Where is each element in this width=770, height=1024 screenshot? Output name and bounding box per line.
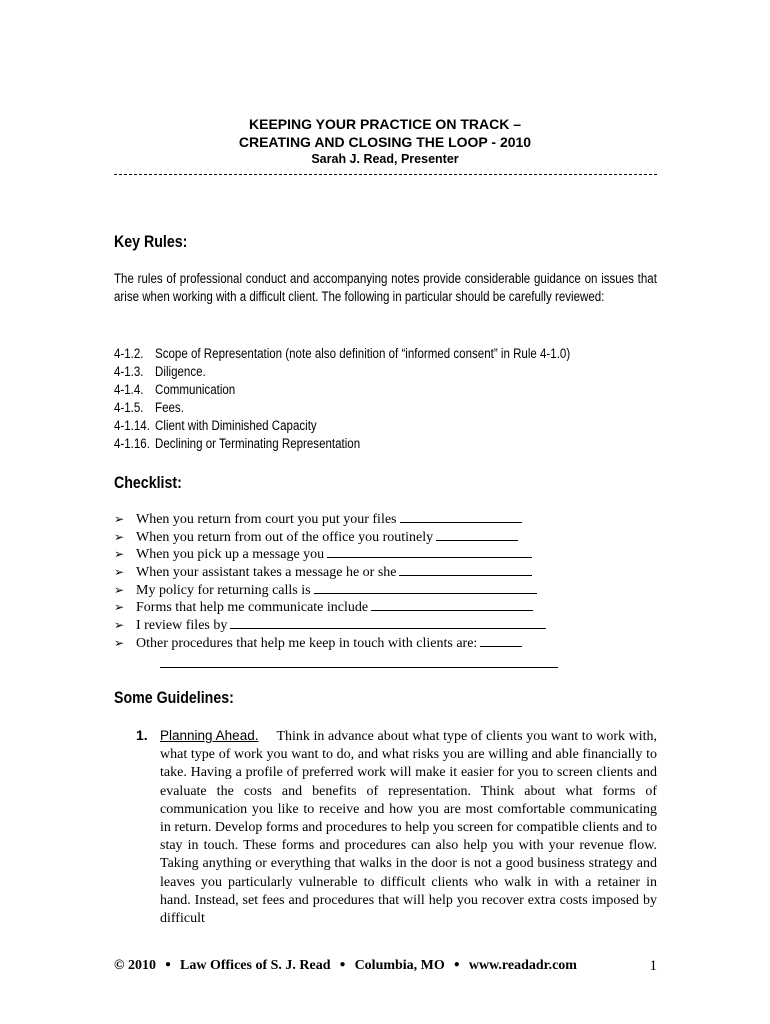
rule-item: [114, 345, 661, 363]
rule-number: 4-1.14.: [114, 418, 150, 433]
checklist-item: [114, 563, 546, 581]
checklist-item: [114, 634, 546, 652]
footer-location: Columbia, MO: [354, 958, 445, 973]
arrow-bullet-icon: ➢: [114, 635, 125, 650]
rules-list: [114, 345, 661, 453]
checklist-item: [114, 545, 546, 563]
fill-in-blank[interactable]: [400, 510, 522, 523]
rule-item: [114, 363, 661, 381]
rule-number: 4-1.16.: [114, 436, 150, 451]
fill-in-blank[interactable]: [230, 616, 546, 629]
checklist-item: [114, 528, 546, 546]
checklist-item: [114, 581, 546, 599]
footer-firm: Law Offices of S. J. Read: [180, 958, 331, 973]
checklist-text: When you pick up a message you: [136, 547, 325, 563]
footer-copyright: © 2010: [114, 958, 156, 973]
checklist-text: My policy for returning calls is: [136, 582, 311, 598]
checklist-item: [114, 616, 546, 634]
fill-in-blank[interactable]: [314, 581, 537, 594]
rule-number: 4-1.2.: [114, 346, 144, 361]
checklist-text: Forms that help me communicate include: [136, 600, 369, 616]
checklist-text: When your assistant takes a message he or she: [136, 565, 397, 581]
fill-in-blank-continuation[interactable]: [160, 667, 558, 668]
checklist-text: When you return from court you put your files: [136, 512, 397, 527]
document-title-line2: CREATING AND CLOSING THE LOOP - 2010: [238, 134, 532, 150]
rule-number: 4-1.4.: [114, 382, 144, 397]
presenter-line: Sarah J. Read, Presenter: [311, 152, 459, 166]
fill-in-blank[interactable]: [436, 528, 518, 541]
arrow-bullet-icon: ➢: [114, 512, 125, 526]
rule-text: Diligence.: [155, 364, 206, 379]
header-dashed-divider: [114, 174, 657, 175]
guidelines-heading: Some Guidelines:: [114, 689, 234, 707]
key-rules-intro: The rules of professional conduct and accompanying notes provide considerable guidance on issues that arise when working with a difficult client. The following in particular should be carefully reviewed:: [114, 271, 657, 304]
fill-in-blank[interactable]: [480, 634, 522, 647]
rule-item: [114, 399, 661, 417]
checklist-item: [114, 510, 546, 528]
fill-in-blank[interactable]: [327, 545, 532, 558]
arrow-bullet-icon: ➢: [114, 547, 125, 562]
arrow-bullet-icon: ➢: [114, 529, 125, 544]
checklist-text: I review files by: [136, 618, 228, 634]
rule-item: [114, 417, 661, 435]
checklist-text: Other procedures that help me keep in touch with clients are:: [136, 635, 478, 651]
footer-bullet-icon: ●: [339, 959, 346, 970]
page-footer: [114, 958, 657, 980]
checklist-list: [114, 510, 546, 652]
guideline-number: 1.: [136, 727, 148, 743]
arrow-bullet-icon: ➢: [114, 582, 125, 597]
rule-item: [114, 381, 661, 399]
checklist-heading: Checklist:: [114, 474, 182, 492]
footer-bullet-icon: ●: [453, 959, 460, 970]
rule-text: Fees.: [155, 400, 184, 415]
fill-in-blank[interactable]: [399, 563, 532, 576]
rule-text: Client with Diminished Capacity: [155, 418, 317, 433]
checklist-text: When you return from out of the office you routinely: [136, 529, 434, 545]
guideline-paragraph: [160, 727, 657, 928]
guideline-text: Think in advance about what type of clients you want to work with, what type of work you want to do, and what risks you are willing and able financially to take. Having a profile of preferred work will make it easier for you to screen clients and evaluate the costs and benefits of representation. Think about what forms of communication you like to receive and how you are most comfortable communicating in return. Develop forms and procedures to help you screen for compatible clients and to stay in touch. These forms and procedures can also help you with your revenue flow. Taking anything or everything that walks in the door is not a good business strategy and leaves you particularly vulnerable to difficult clients who walk in with a retainer in hand. Instead, set fees and procedures that will help you recover extra costs imposed by difficult: [160, 729, 657, 927]
rule-number: 4-1.5.: [114, 400, 144, 415]
document-title-line1: KEEPING YOUR PRACTICE ON TRACK –: [249, 116, 521, 132]
key-rules-heading: Key Rules:: [114, 233, 188, 251]
guideline-title: Planning Ahead.: [160, 728, 259, 743]
arrow-bullet-icon: ➢: [114, 565, 125, 580]
page-number: 1: [649, 958, 657, 974]
rule-item: [114, 435, 661, 453]
rule-text: Communication: [155, 382, 236, 397]
rule-number: 4-1.3.: [114, 364, 144, 379]
rule-text: Scope of Representation (note also definition of “informed consent” in Rule 4-1.0): [155, 346, 571, 361]
fill-in-blank[interactable]: [371, 598, 533, 611]
footer-website: www.readadr.com: [468, 958, 577, 973]
checklist-item: [114, 598, 546, 616]
arrow-bullet-icon: ➢: [114, 600, 125, 615]
rule-text: Declining or Terminating Representation: [155, 436, 361, 451]
arrow-bullet-icon: ➢: [114, 618, 125, 633]
footer-bullet-icon: ●: [164, 959, 172, 970]
